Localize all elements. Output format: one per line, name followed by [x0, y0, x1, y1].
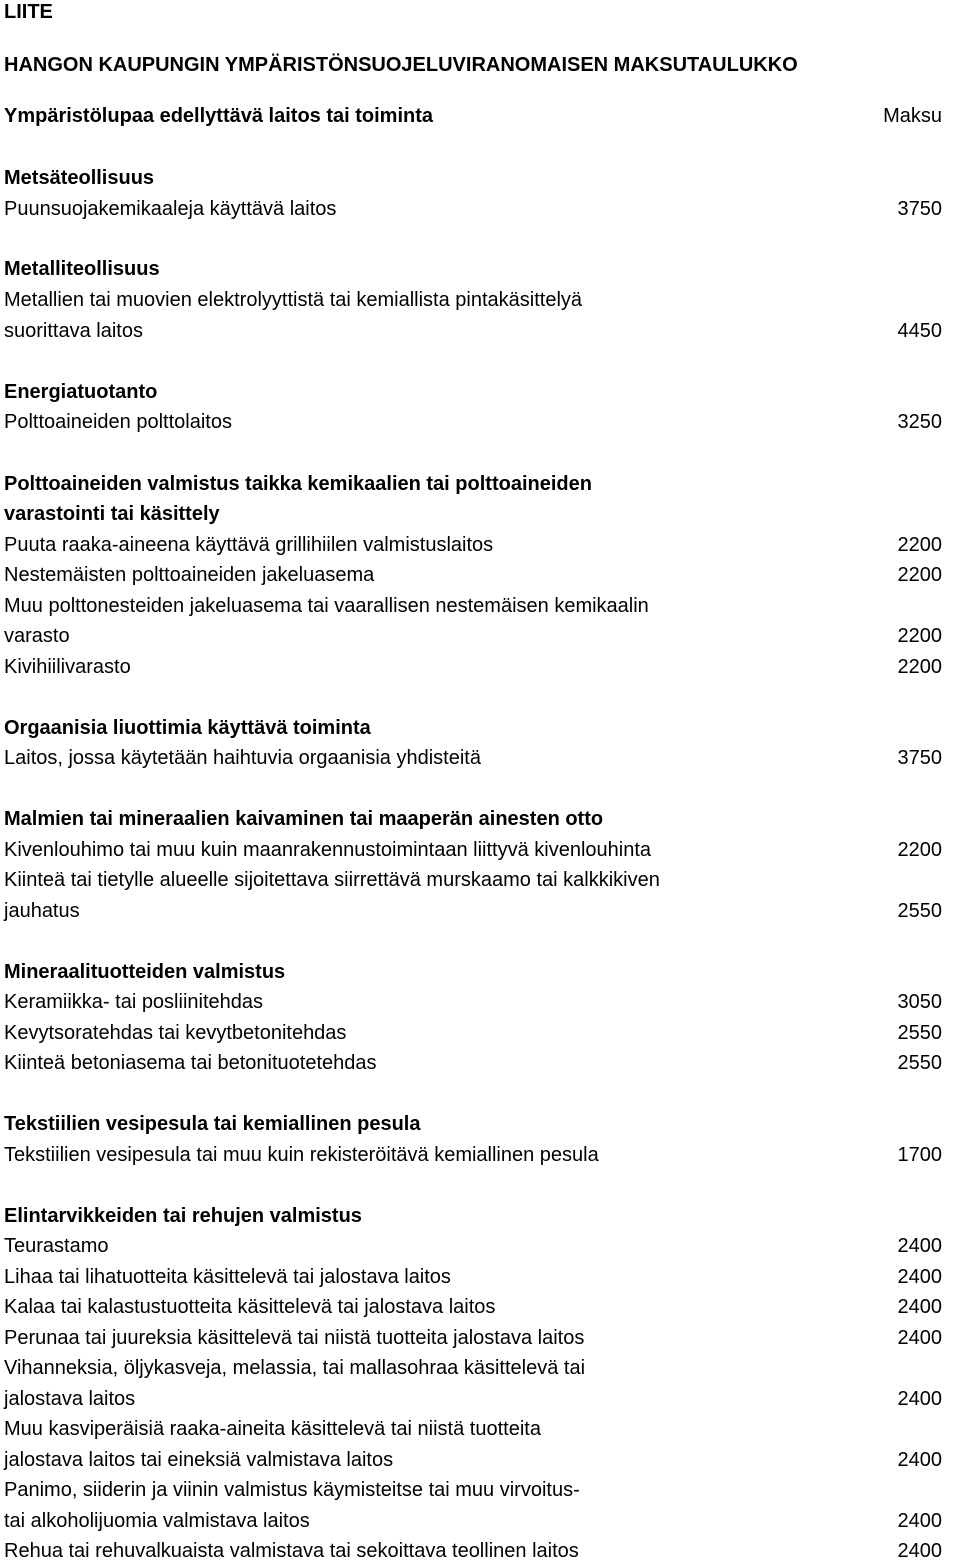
activity-text: Muu polttonesteiden jakeluasema tai vaarallisen nestemäisen kemikaalin [4, 595, 649, 617]
fee-amount: 2550 [897, 900, 942, 922]
fee-amount: 2400 [897, 1540, 942, 1562]
section-heading-text: Polttoaineiden valmistus taikka kemikaalien tai polttoaineiden [4, 473, 592, 495]
table-row [4, 407, 942, 437]
section-heading [4, 804, 942, 834]
activity-text: Polttoaineiden polttolaitos [4, 411, 232, 433]
section-heading-text: Energiatuotanto [4, 381, 158, 403]
table-row [4, 621, 942, 651]
fee-amount: 3750 [897, 198, 942, 220]
section-heading-text: Orgaanisia liuottimia käyttävä toiminta [4, 717, 371, 739]
activity-text: Panimo, siiderin ja viinin valmistus käymisteitse tai muu virvoitus- [4, 1479, 580, 1501]
table-row [4, 1018, 942, 1048]
activity-text: Puuta raaka-aineena käyttävä grillihiilen valmistuslaitos [4, 534, 494, 556]
section-heading-text: Metalliteollisuus [4, 258, 160, 280]
table-row [4, 896, 942, 926]
table-row [4, 1445, 942, 1475]
activity-text: Muu kasviperäisiä raaka-aineita käsittelevä tai niistä tuotteita [4, 1418, 541, 1440]
activity-text: Tekstiilien vesipesula tai muu kuin rekisteröitävä kemiallinen pesula [4, 1144, 599, 1166]
fee-amount: 2550 [897, 1022, 942, 1044]
section-heading-text: varastointi tai käsittely [4, 503, 220, 525]
fee-amount: 2400 [897, 1327, 942, 1349]
activity-text: varasto [4, 625, 70, 647]
table-row [4, 835, 942, 865]
table-row [4, 1323, 942, 1353]
document-title: HANGON KAUPUNGIN YMPÄRISTÖNSUOJELUVIRANOMAISEN MAKSUTAULUKKO [4, 54, 798, 76]
fee-column-header: Maksu [883, 105, 942, 127]
table-row [4, 1231, 942, 1261]
activity-text: Laitos, jossa käytetään haihtuvia orgaanisia yhdisteitä [4, 747, 481, 769]
section-heading [4, 469, 942, 499]
table-row [4, 560, 942, 590]
section-heading [4, 1201, 942, 1231]
appendix-heading: LIITE [4, 1, 53, 23]
table-row [4, 743, 942, 773]
fee-amount: 1700 [897, 1144, 942, 1166]
activity-text: Kalaa tai kalastustuotteita käsittelevä tai jalostava laitos [4, 1296, 496, 1318]
fee-amount: 3750 [897, 747, 942, 769]
section-heading-text: Tekstiilien vesipesula tai kemiallinen pesula [4, 1113, 421, 1135]
activity-text: Perunaa tai juureksia käsittelevä tai niistä tuotteita jalostava laitos [4, 1327, 585, 1349]
table-row [4, 1292, 942, 1322]
activity-text: Metallien tai muovien elektrolyyttistä tai kemiallista pintakäsittelyä [4, 289, 583, 311]
fee-amount: 2400 [897, 1449, 942, 1471]
table-row [4, 652, 942, 682]
activity-text: Keramiikka- tai posliinitehdas [4, 991, 264, 1013]
table-row [4, 285, 942, 315]
activity-text: Kiinteä betoniasema tai betonituotetehdas [4, 1052, 377, 1074]
fee-amount: 3250 [897, 411, 942, 433]
activity-column-header: Ympäristölupaa edellyttävä laitos tai toiminta [4, 105, 434, 127]
section-heading-text: Mineraalituotteiden valmistus [4, 961, 286, 983]
fee-amount: 2400 [897, 1510, 942, 1532]
fee-amount: 2200 [897, 564, 942, 586]
section-heading [4, 377, 942, 407]
fee-amount: 2550 [897, 1052, 942, 1074]
activity-text: Nestemäisten polttoaineiden jakeluasema [4, 564, 375, 586]
fee-amount: 4450 [897, 320, 942, 342]
section-heading-text: Elintarvikkeiden tai rehujen valmistus [4, 1205, 362, 1227]
section-heading [4, 957, 942, 987]
section-heading [4, 254, 942, 284]
activity-text: Teurastamo [4, 1235, 109, 1257]
table-row [4, 1384, 942, 1414]
activity-text: jauhatus [4, 900, 80, 922]
section-heading [4, 499, 942, 529]
table-row [4, 1262, 942, 1292]
section-heading [4, 163, 942, 193]
table-row [4, 530, 942, 560]
section-heading [4, 713, 942, 743]
activity-text: jalostava laitos tai eineksiä valmistava laitos [4, 1449, 394, 1471]
activity-text: Vihanneksia, öljykasveja, melassia, tai mallasohraa käsittelevä tai [4, 1357, 586, 1379]
table-row [4, 865, 942, 895]
activity-text: Lihaa tai lihatuotteita käsittelevä tai jalostava laitos [4, 1266, 451, 1288]
section-heading [4, 1109, 942, 1139]
activity-text: tai alkoholijuomia valmistava laitos [4, 1510, 310, 1532]
activity-text: jalostava laitos [4, 1388, 136, 1410]
section-heading-text: Malmien tai mineraalien kaivaminen tai maaperän ainesten otto [4, 808, 604, 830]
activity-text: Puunsuojakemikaaleja käyttävä laitos [4, 198, 337, 220]
table-row [4, 194, 942, 224]
table-row [4, 1414, 942, 1444]
table-row [4, 591, 942, 621]
table-row [4, 1140, 942, 1170]
table-row [4, 1475, 942, 1505]
table-row [4, 1353, 942, 1383]
activity-text: suorittava laitos [4, 320, 143, 342]
section-heading-text: Metsäteollisuus [4, 167, 155, 189]
fee-amount: 2400 [897, 1296, 942, 1318]
activity-text: Kevytsoratehdas tai kevytbetonitehdas [4, 1022, 347, 1044]
table-row [4, 1048, 942, 1078]
fee-amount: 2400 [897, 1388, 942, 1410]
table-row [4, 987, 942, 1017]
fee-amount: 2400 [897, 1266, 942, 1288]
activity-text: Kivenlouhimo tai muu kuin maanrakennustoimintaan liittyvä kivenlouhinta [4, 839, 652, 861]
fee-amount: 2200 [897, 625, 942, 647]
fee-amount: 2200 [897, 534, 942, 556]
table-header [4, 101, 942, 131]
table-row [4, 1506, 942, 1536]
activity-text: Kiinteä tai tietylle alueelle sijoitettava siirrettävä murskaamo tai kalkkikiven [4, 869, 660, 891]
activity-text: Rehua tai rehuvalkuaista valmistava tai sekoittava teollinen laitos [4, 1540, 579, 1562]
table-row [4, 316, 942, 346]
fee-amount: 3050 [897, 991, 942, 1013]
fee-amount: 2200 [897, 839, 942, 861]
fee-amount: 2400 [897, 1235, 942, 1257]
fee-amount: 2200 [897, 656, 942, 678]
activity-text: Kivihiilivarasto [4, 656, 131, 678]
